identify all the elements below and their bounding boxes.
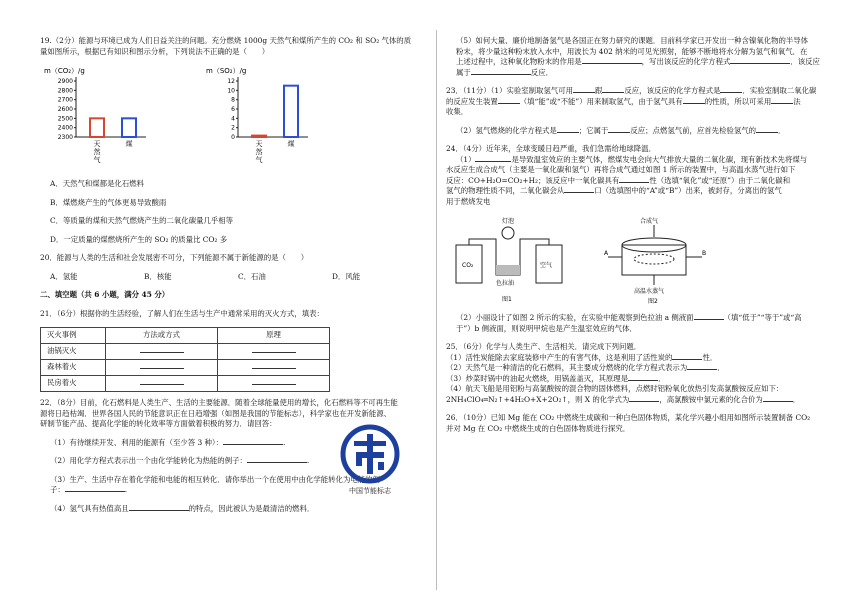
steam-label: 高温水蒸气 (634, 288, 665, 295)
q20-option-d: D．风能 (332, 271, 361, 281)
air-label: 空气 (540, 262, 553, 269)
answer-blank[interactable] (106, 344, 218, 360)
q20-stem: 20．能源与人类的生活和社会发展密不可分，下列能源不属于新能源的是（ ） (40, 253, 309, 262)
y-axis-label: m（CO₂）/g (44, 67, 85, 75)
figure-1-caption: 图1 (502, 296, 512, 303)
table-row (41, 344, 330, 360)
q22-sub1: （1）有待继续开发、利用的能源有（至少答 3 种）： . (50, 437, 286, 447)
q22-sub4: （4）氢气具有热值高且 的特点，因此被认为是最清洁的燃料． (50, 503, 315, 513)
q22-sub3: （3）生产、生活中存在着化学能和电能的相互转化．请你举出一个在使用中由化学能转化为电能的例 子： . (50, 474, 380, 494)
table-header: 灭火事例 (41, 328, 106, 344)
table-header-row (41, 328, 330, 344)
q22-stem: 22．（8分）目前，化石燃料是人类生产、生活的主要能源．随着全球能量使用的增长，化石燃料等不可再生能 源将日趋枯竭．世界各国人民的节能意识正在日趋增强（如图是我国的节能标志），科学家也在开发新能源、 研制节能产品、提高化学能的转化效率等方面做着积极的努力．请回答： (40, 398, 398, 428)
q24: 24．（4分）近年来，全球变暖日趋严重，我们急需给地球降温． （1） 是导致温室效应的主要气体，燃煤发电会向大气排放大量的二氧化碳，现有新技术先将煤与 水反应生成合成气（主要是一氧化碳和氢气）再将合成气通过如图 1 所示的装置中，与高温水蒸气进行如下 反应：CO+H₂O=CO₂+H₂；该反应中一氧化碳具有 性（选填“氧化”或“还原”）由于二氧化碳和 氢气的物理性质不同，二氧化碳会从 口（选填图中的“A”或“B”）出来，被封存，分离出的氢气 用于燃烧发电 (446, 144, 808, 206)
q26: 26．（10分）已知 Mg 能在 CO₂ 中燃烧生成碳和一种白色固体物质，某化学兴趣小组用如图所示装置制备 CO₂ 并对 Mg 在 CO₂ 中燃烧生成的白色固体物质进行探究． (446, 413, 811, 433)
q19-option-b: B．煤燃烧产生的气体更易导致酸雨 (50, 197, 167, 207)
q24-figures (450, 215, 834, 307)
bar (90, 118, 104, 137)
q19-stem: 19.（2分）能源与环境已成为人们日益关注的问题。充分燃烧 1000g 天然气和煤所产生的 CO₂ 和 SO₂ 气体的质 量如图所示，根据已有知识和图示分析，下列说法不正确的是（ ） (40, 36, 412, 56)
q23: 23．（11分）（1）实验室制取氢气可用 跟 反应，该反应的化学方程式是 ．实验室制取二氧化碳 的反应发生装置 （填“能”或“不能”）用来制取氢气，由于氢气具有 的性质，所以可采用 法 收集． (446, 86, 817, 116)
logo-caption: 中国节能标志 (349, 487, 391, 495)
q19-option-a: A．天然气和煤都是化石燃料 (50, 179, 145, 188)
q23-sub2: （2）氢气燃烧的化学方程式是 ；它属于 反应；点燃氢气前，应首先检验氢气的 ． (456, 125, 786, 135)
syngas-label: 合成气 (640, 218, 659, 225)
q24-sub2: （2）小丽设计了如图 2 所示的实验，在实验中能观察到色拉油 a 侧液面 （填“低于”“等于”或“高 于”）b 侧液面，则说明甲烷也是产生温室效应的气体． (456, 313, 802, 333)
figure-1 (450, 215, 570, 307)
y-tick-label: 12 (227, 78, 235, 85)
outlet-b-label: B (702, 250, 707, 257)
q21-table (40, 327, 330, 392)
table-header: 方法或方式 (106, 328, 218, 344)
table-cell: 油锅灭火 (41, 344, 106, 360)
so2-bar-chart (202, 65, 352, 173)
y-tick-label: 4 (231, 115, 235, 123)
x-tick-label: 煤 (125, 140, 133, 148)
oil-column (496, 265, 520, 275)
q20-option-c: C．石油 (238, 271, 266, 281)
table-cell: 森林着火 (41, 360, 106, 376)
y-tick-label: 2 (231, 124, 235, 132)
q22-sub2: （2）用化学方程式表示出一个由化学能转化为热能的例子： . (50, 456, 310, 465)
column-divider (436, 30, 437, 590)
answer-blank[interactable] (218, 360, 330, 376)
figure-2-caption: 图2 (648, 298, 658, 305)
y-tick-label: 2700 (57, 96, 73, 104)
y-tick-label: 2400 (57, 124, 73, 132)
q20-option-a: A．氢能 (50, 271, 78, 281)
lamp-icon (502, 227, 514, 239)
q20-options (40, 272, 426, 283)
y-tick-label: 2300 (57, 134, 73, 141)
y-axis-label: m（SO₂）/g (206, 67, 247, 75)
y-tick-label: 6 (231, 106, 235, 113)
q19-option-d: D．一定质量的煤燃烧所产生的 SO₂ 的质量比 CO₂ 多 (50, 234, 228, 244)
y-tick-label: 2800 (57, 87, 73, 95)
q19-charts (40, 65, 426, 173)
answer-blank[interactable] (106, 376, 218, 392)
q22-sub5: （5）如何大量、廉价地制备氢气是各国正在努力研究的课题．目前科学家已开发出一种含镍氧化物的半导体 粉末，将少量这种粉末放入水中，用波长为 402 纳米的可见光照射，能够不断地将水分解为氢气和氧气．在 上述过程中，这种氧化物粉末的作用是 ，写出该反应的化学方程式 ．该反应 属于 反应． (456, 36, 820, 77)
y-tick-label: 10 (227, 87, 235, 95)
answer-blank[interactable] (218, 344, 330, 360)
q19-option-c: C．等质量的煤和天然气燃烧产生的二氧化碳量几乎相等 (50, 216, 234, 225)
q20-option-b: B．核能 (144, 271, 172, 281)
membrane (634, 254, 674, 264)
table-row (41, 360, 330, 376)
section-heading: 二、填空题（共 6 小题，满分 45 分） (40, 290, 170, 299)
x-tick-label: 天然气 (93, 140, 101, 164)
bar (252, 136, 266, 137)
right-column (446, 36, 834, 442)
figure-2 (598, 215, 718, 307)
y-tick-label: 8 (231, 96, 235, 104)
q25: 25．（6分）化学与人类生产、生活相关．请完成下列问题． （1）活性炭能除去家庭装修中产生的有害气体，这是利用了活性炭的 性． （2）天然气是一种清洁的化石燃料，其主要成分燃烧的化学方程式表示为 ． （3）炒菜时锅中的油起火燃烧，用锅盖盖灭，其原理是 ． （4）航天飞船是用铝粉与高氯酸铵的混合物的固体燃料，点燃时铝粉氧化放热引发高氯酸铵反应如下： 2NH₄ClO₄═N₂↑+4H₂O+X+2O₂↑，则 X 的化学式为 ，高氯酸铵中氯元素的化合价为 ． (446, 342, 801, 404)
y-tick-label: 2600 (57, 106, 73, 113)
energy-saving-icon (340, 424, 400, 484)
table-header: 原理 (218, 328, 330, 344)
y-tick-label: 0 (231, 134, 235, 141)
q21-stem: 21．（6分）根据你的生活经验，了解人们在生活与生产中通常采用的灭火方式，填表： (40, 308, 324, 318)
outlet-a-label: A (604, 250, 609, 257)
bar (284, 86, 298, 137)
energy-saving-logo (335, 424, 405, 496)
oil-label: 色拉油 (496, 280, 515, 287)
table-cell: 民房着火 (41, 376, 106, 392)
bar (122, 118, 136, 137)
y-tick-label: 2500 (57, 115, 73, 123)
lamp-label: 灯泡 (502, 218, 515, 225)
table-row (41, 376, 330, 392)
answer-blank[interactable] (218, 376, 330, 392)
x-tick-label: 煤 (287, 140, 295, 148)
y-tick-label: 2900 (57, 78, 73, 85)
x-tick-label: 天然气 (255, 140, 263, 164)
co2-label: CO₂ (462, 262, 474, 269)
co2-bar-chart (40, 65, 190, 173)
answer-blank[interactable] (106, 360, 218, 376)
